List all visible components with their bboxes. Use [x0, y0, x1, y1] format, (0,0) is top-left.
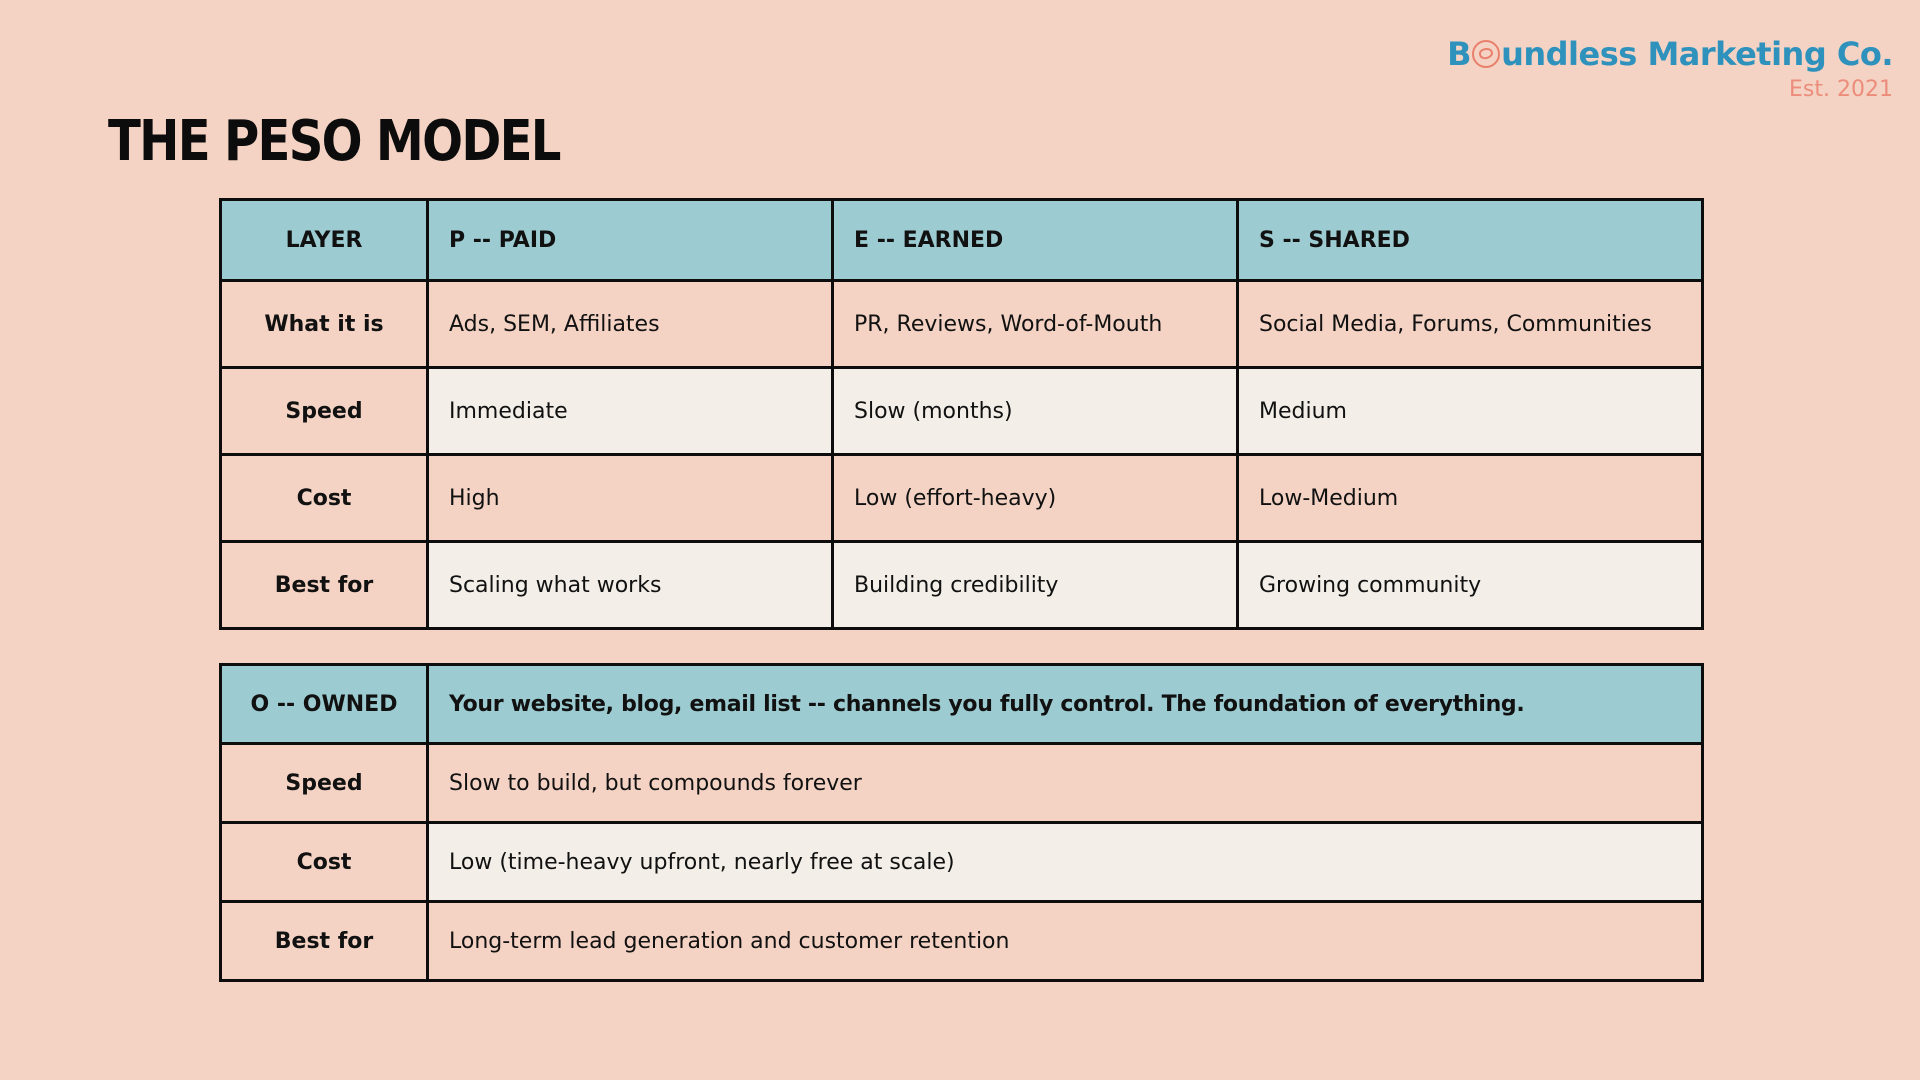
table-cell: Low (time-heavy upfront, nearly free at scale) [428, 823, 1703, 902]
table-cell: Medium [1238, 368, 1703, 455]
table-cell: Social Media, Forums, Communities [1238, 281, 1703, 368]
table-row [221, 368, 1703, 455]
owned-media-table [219, 663, 1704, 982]
table-row [221, 281, 1703, 368]
table-row [221, 542, 1703, 629]
page-title: THE PESO MODEL [108, 109, 560, 174]
header-earned: E -- EARNED [833, 200, 1238, 281]
row-label: Cost [221, 823, 428, 902]
table-header-row [221, 200, 1703, 281]
peso-comparison-table [219, 198, 1704, 630]
brand-name-prefix: B [1447, 35, 1472, 73]
row-label: Speed [221, 744, 428, 823]
table-row [221, 823, 1703, 902]
orange-circle-face-icon [1472, 40, 1500, 68]
table-cell: Growing community [1238, 542, 1703, 629]
brand [1447, 34, 1893, 104]
row-label: Speed [221, 368, 428, 455]
table-cell: Low (effort-heavy) [833, 455, 1238, 542]
header-paid: P -- PAID [428, 200, 833, 281]
table-cell: Building credibility [833, 542, 1238, 629]
header-shared: S -- SHARED [1238, 200, 1703, 281]
row-label: Best for [221, 902, 428, 981]
table-cell: High [428, 455, 833, 542]
table-header-row [221, 665, 1703, 744]
table-cell: Long-term lead generation and customer retention [428, 902, 1703, 981]
table-cell: Scaling what works [428, 542, 833, 629]
row-label: What it is [221, 281, 428, 368]
header-owned-description: Your website, blog, email list -- channels you fully control. The foundation of everything. [428, 665, 1703, 744]
brand-name-suffix: undless Marketing Co. [1501, 35, 1893, 73]
table-cell: Slow to build, but compounds forever [428, 744, 1703, 823]
table-cell: PR, Reviews, Word-of-Mouth [833, 281, 1238, 368]
table-cell: Ads, SEM, Affiliates [428, 281, 833, 368]
header-owned: O -- OWNED [221, 665, 428, 744]
table-cell: Low-Medium [1238, 455, 1703, 542]
table-cell: Slow (months) [833, 368, 1238, 455]
table-cell: Immediate [428, 368, 833, 455]
table-row [221, 744, 1703, 823]
header-layer: LAYER [221, 200, 428, 281]
row-label: Cost [221, 455, 428, 542]
row-label: Best for [221, 542, 428, 629]
brand-name [1447, 34, 1893, 74]
brand-established: Est. 2021 [1789, 77, 1893, 102]
table-row [221, 902, 1703, 981]
table-row [221, 455, 1703, 542]
